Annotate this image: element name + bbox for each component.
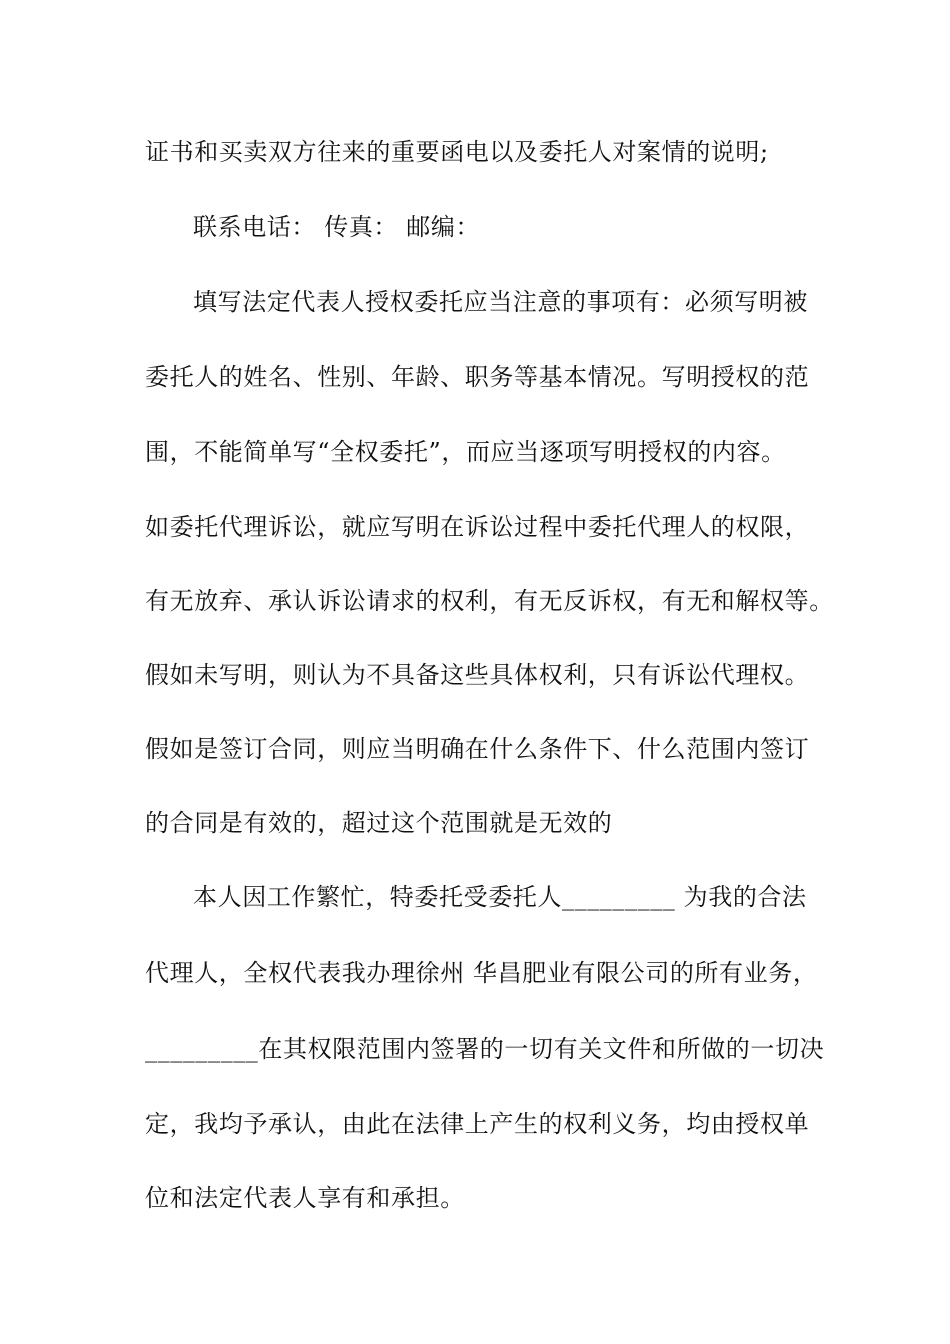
text-line-7: 有无放弃、承认诉讼请求的权利，有无反诉权，有无和解权等。 xyxy=(145,587,834,615)
text-line-3: 填写法定代表人授权委托应当注意的事项有：必须写明被 xyxy=(193,288,808,316)
text-line-1: 证书和买卖双方往来的重要函电以及委托人对案情的说明; xyxy=(145,138,769,166)
text-line-13: _________在其权限范围内签署的一切有关文件和所做的一切决 xyxy=(145,1035,825,1063)
text-line-14: 定，我均予承认，由此在法律上产生的权利义务，均由授权单 xyxy=(145,1110,810,1138)
contact-line: 联系电话： 传真： 邮编： xyxy=(193,213,481,241)
text-line-11: 本人因工作繁忙，特委托受委托人_________ 为我的合法 xyxy=(193,883,807,911)
text-line-12: 代理人，全权代表我办理徐州 华昌肥业有限公司的所有业务， xyxy=(145,959,818,987)
text-line-5: 围，不能简单写“全权委托”，而应当逐项写明授权的内容。 xyxy=(145,438,786,466)
text-line-8: 假如未写明，则认为不具备这些具体权利，只有诉讼代理权。 xyxy=(145,661,810,689)
text-line-10: 的合同是有效的，超过这个范围就是无效的 xyxy=(145,809,613,837)
text-line-6: 如委托代理诉讼，就应写明在诉讼过程中委托代理人的权限， xyxy=(145,513,810,541)
text-line-4: 委托人的姓名、性别、年龄、职务等基本情况。写明授权的范 xyxy=(145,363,810,391)
text-line-9: 假如是签订合同，则应当明确在什么条件下、什么范围内签订 xyxy=(145,735,810,763)
text-line-15: 位和法定代表人享有和承担。 xyxy=(145,1184,465,1212)
